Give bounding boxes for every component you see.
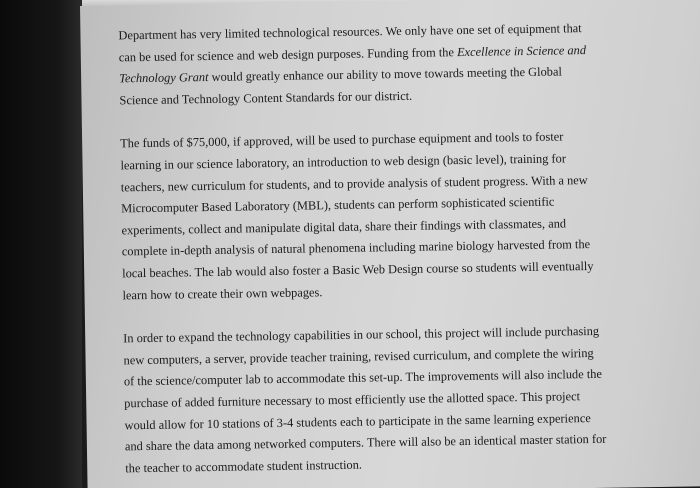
text-line: Department has very limited technological resources. We only have one set of equipment that <box>118 21 582 43</box>
text-line: In order to expand the technology capabilities in our school, this project will include purchasing <box>123 324 600 346</box>
dark-left-border <box>0 0 82 488</box>
text-segment: can be used for science and web design purposes. Funding from the <box>118 44 458 64</box>
text-line: new computers, a server, provide teacher training, revised curriculum, and complete the wiring <box>123 345 594 368</box>
document-body <box>118 18 625 488</box>
paragraph-3 <box>123 321 625 480</box>
grant-name-emphasis: Excellence in Science and <box>456 42 587 59</box>
text-line: learning in our science laboratory, an introduction to web design (basic level), training for <box>120 151 567 173</box>
text-segment: would greatly enhance our ability to move towards meeting the Global <box>208 64 562 85</box>
text-line: local beaches. The lab would also foster a Basic Web Design course so students will eventually <box>122 258 594 281</box>
text-line: the teacher to accommodate student instruction. <box>125 457 363 476</box>
text-line: and share the data among networked computers. There will also be an identical master station for <box>124 431 607 454</box>
printed-page <box>80 0 700 488</box>
text-line: would allow for 10 stations of 3-4 students each to participate in the same learning experience <box>124 410 591 432</box>
text-line: Science and Technology Content Standards for our district. <box>119 88 413 108</box>
text-line: experiments, collect and manipulate digital data, share their findings with classmates, and <box>121 216 567 238</box>
text-line: learn how to create their own webpages. <box>122 284 323 302</box>
grant-name-emphasis: Technology Grant <box>119 70 209 86</box>
text-line: Microcomputer Based Laboratory (MBL), students can perform sophisticated scientific <box>121 194 555 216</box>
text-line: of the science/computer lab to accommodate this set-up. The improvements will also include the <box>123 367 603 389</box>
text-line: purchase of added furniture necessary to most efficiently use the allotted space. This project <box>124 389 581 411</box>
paragraph-2 <box>120 126 623 307</box>
text-line: The funds of $75,000, if approved, will be used to purchase equipment and tools to foster <box>120 129 564 151</box>
text-line: complete in-depth analysis of natural phenomena including marine biology harvested from the <box>121 237 591 259</box>
text-line: teachers, new curriculum for students, and to provide analysis of student progress. With a new <box>120 172 588 194</box>
paragraph-1 <box>118 18 619 112</box>
